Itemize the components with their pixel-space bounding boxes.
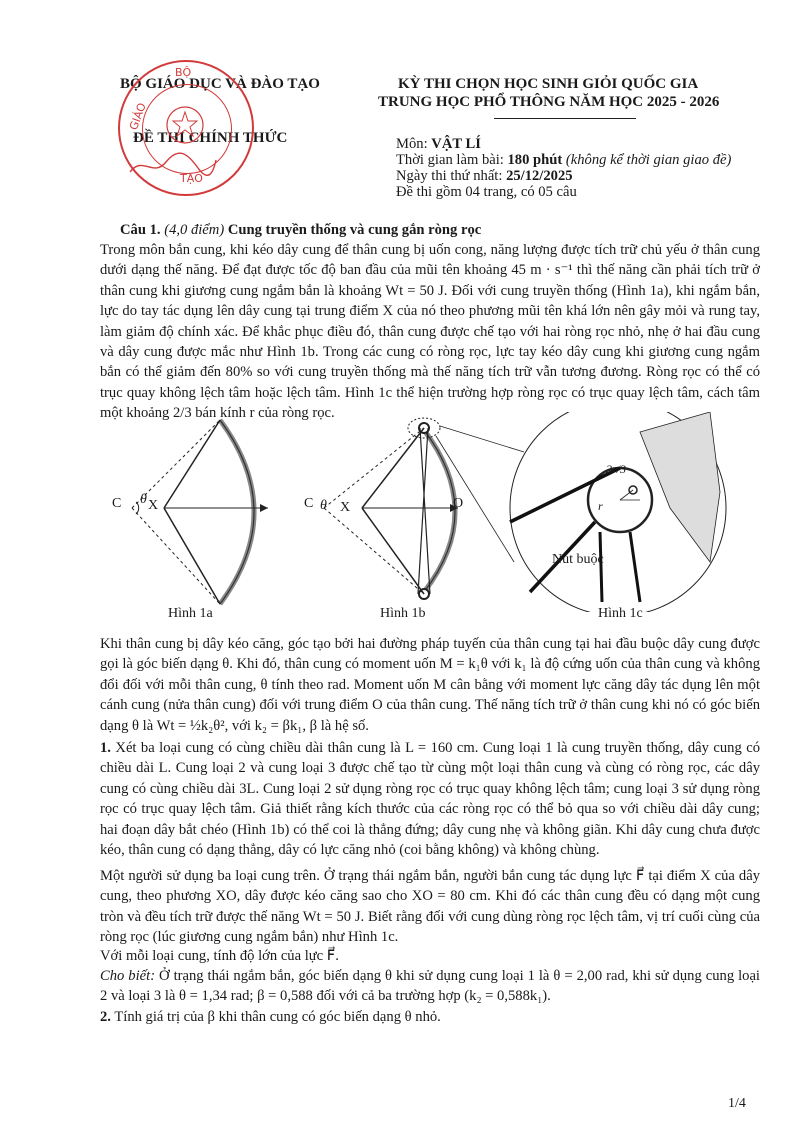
subject-label: Môn: (396, 136, 432, 152)
title-underline (494, 118, 636, 119)
caption-figure-1a: Hình 1a (168, 606, 213, 621)
date-label: Ngày thi thứ nhất: (396, 168, 507, 184)
subject-line (396, 136, 481, 153)
date-value: 25/12/2025 (506, 168, 573, 184)
label-2r3: 2r/3 (606, 462, 627, 476)
seal-emblem-icon (160, 100, 210, 150)
time-note: (không kể thời gian giao đề) (565, 152, 732, 168)
question-title: Cung truyền thống và cung gắn ròng rọc (227, 222, 482, 238)
seal-top-text: BỘ (175, 66, 192, 79)
label-x-1b: X (340, 500, 351, 515)
label-c-1a: C (112, 496, 122, 511)
subject-value: VẬT LÍ (431, 136, 481, 152)
part-2-text: Tính giá trị của β khi thân cung có góc biến dạng θ nhỏ. (114, 1009, 441, 1025)
caption-figure-1b: Hình 1b (380, 606, 426, 621)
seal-left-text: GIÁO (127, 101, 149, 132)
bow-figures (100, 412, 780, 612)
figure-1b-drawing (324, 418, 524, 599)
bending-paragraph: Khi thân cung bị dây kéo căng, góc tạo bởi hai đường pháp tuyến của thân cung tại hai đầu buộc dây cung được gọi là góc biến dạng θ. Khi đó, thân cung có moment uốn M = k₁θ với k₁ là độ cứng uốn của thân cung và không đổi đối với mỗi thân cung, θ tính theo rad. Moment uốn M cân bằng với moment lực căng dây tác dụng lên một cánh cung (nửa thân cung) đối với trung điểm O của thân cung. Thế năng tích trữ ở thân cung khi nó có góc biến dạng θ là Wt = ½k₂θ², với k₂ = βk₁, β là hệ số. (100, 636, 760, 734)
question-heading (120, 222, 481, 239)
ministry-name: BỘ GIÁO DỤC VÀ ĐÀO TẠO (120, 76, 320, 92)
part-2-label: 2. (100, 1009, 111, 1025)
figure-1c-drawing (510, 412, 726, 612)
exam-title-1: KỲ THI CHỌN HỌC SINH GIỎI QUỐC GIA (398, 76, 699, 92)
part-2-paragraph (100, 1007, 760, 1027)
page-number: 1/4 (728, 1096, 746, 1111)
label-x-1a: X (148, 498, 159, 513)
exam-title-2: TRUNG HỌC PHỔ THÔNG NĂM HỌC 2025 - 2026 (378, 94, 720, 110)
label-o-1b: O (453, 496, 464, 511)
pages-info: Đề thi gồm 04 trang, có 05 câu (396, 184, 577, 200)
given-paragraph (100, 966, 760, 1007)
time-line (396, 152, 731, 169)
time-label: Thời gian làm bài: (396, 152, 508, 168)
knot-label: Nút buộc (552, 552, 604, 567)
question-points: (4,0 điểm) (164, 222, 225, 238)
part-1-paragraph (100, 738, 760, 860)
caption-figure-1c: Hình 1c (598, 606, 643, 621)
label-c-1b: C (304, 496, 314, 511)
part-1-text: Xét ba loại cung có cùng chiều dài thân cung là L = 160 cm. Cung loại 1 là cung truyền thống, dây cung có chiều dài L. Cung loại 2 và cung loại 3 được chế tạo từ cùng một loại thân cung và cùng có ròng rọc, các dây cung có cùng chiều dài 3L. Cung loại 2 sử dụng ròng rọc có trục quay không lệch tâm; cung loại 3 sử dụng ròng rọc có trục quay lệch tâm. Giả thiết rằng kích thước của các ròng rọc có thể bỏ qua so với chiều dài dây cung; hai đoạn dây bắt chéo (Hình 1b) có thể coi là thẳng đứng; dây cung nhẹ và không giãn. Khi dây cung chưa được kéo, thân cung có dạng thẳng, dây có lực căng nhỏ (coi bằng không) và không chùng. (100, 740, 760, 859)
given-label: Cho biết: (100, 968, 156, 984)
given-text: Ở trạng thái ngắm bắn, góc biến dạng θ khi sử dụng cung loại 1 là θ = 2,00 rad, khi sử dụng cung loại 2 và loại 3 là θ = 1,34 rad; β = 0,588 đối với cả ba trường hợp (k₂ = 0,588k₁). (100, 968, 760, 1005)
setup-paragraph: Một người sử dụng ba loại cung trên. Ở trạng thái ngắm bắn, người bắn cung tác dụng lực F⃗ tại điểm X của dây cung, theo phương XO, dây được kéo căng sao cho XO = 80 cm. Khi đó các thân cung đều có dạng một cung tròn và đều tích trữ được thế năng Wt = 50 J. Biết rằng đối với cung dùng ròng rọc lệch tâm, vị trí cuối cùng của ròng rọc (lúc giương cung ngắm bắn) như Hình 1c. (100, 868, 760, 946)
official-label: ĐỀ THI CHÍNH THỨC (133, 130, 288, 146)
date-line (396, 168, 573, 185)
label-r: r (598, 499, 603, 513)
part-1-label: 1. (100, 740, 111, 756)
time-value: 180 phút (507, 152, 563, 168)
label-theta-1b: θ (320, 498, 327, 513)
intro-paragraph: Trong môn bắn cung, khi kéo dây cung để thân cung bị uốn cong, năng lượng được tích trữ chủ yếu ở thân cung dưới dạng thế năng. Để đạt được tốc độ ban đầu của mũi tên khoảng 45 m · s⁻¹ thì thế năng cần phải tích trữ ở thân cung khi giương cung ngắm bắn là khoảng Wt = 50 J. Đối với cung truyền thống (Hình 1a), khi ngắm bắn, lực do tay tác dụng lên dây cung tại trung điểm X của nó theo phương mũi tên khá lớn nên gây mỏi và rung tay, làm giảm độ chính xác. Để khắc phục điều đó, thân cung được chế tạo với hai ròng rọc nhỏ, nhẹ ở hai đầu cung và dây cung được mắc như Hình 1b. Trong các cung có ròng rọc, lực tay kéo dây cung khi giương cung ngắm bắn có thể giảm đến 80% so với cung truyền thống mà thế năng tích trữ vẫn tương đương. Ròng rọc có thể có trục quay không lệch tâm hoặc lệch tâm. Hình 1c thể hiện trường hợp ròng rọc có trục quay lệch tâm, cách tâm một khoảng 2/3 bán kính r của ròng rọc. (100, 242, 760, 422)
seal-bottom-text: TẠO (180, 172, 203, 185)
signature-icon (128, 150, 218, 180)
question-label: Câu 1. (120, 222, 161, 238)
ask-line: Với mỗi loại cung, tính độ lớn của lực F⃗. (100, 948, 339, 964)
label-theta-1a: θ (140, 492, 147, 507)
